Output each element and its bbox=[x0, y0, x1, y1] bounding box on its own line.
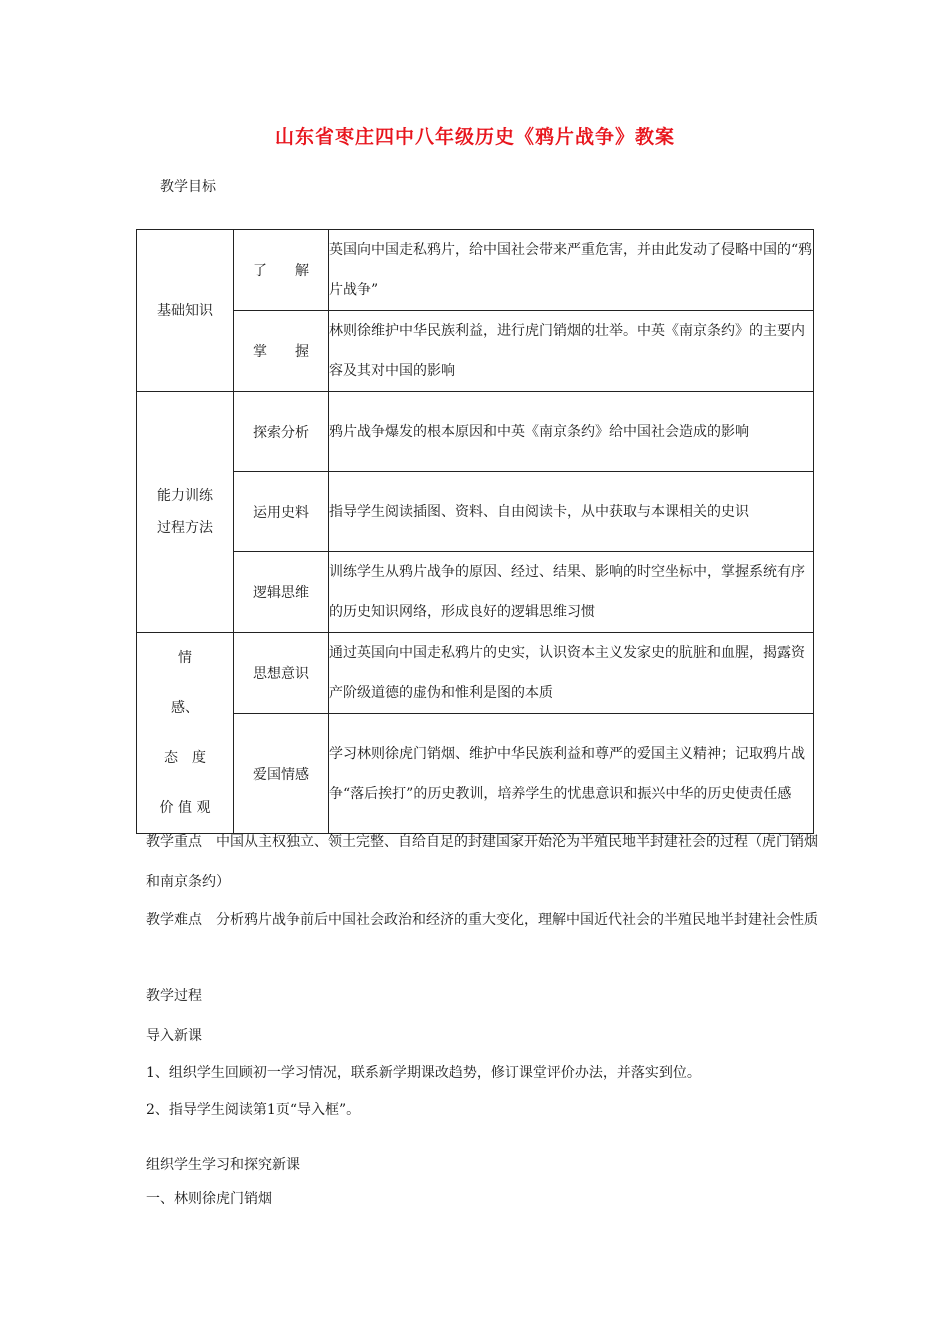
sub-item-desc: 学习林则徐虎门销烟、维护中华民族利益和尊严的爱国主义精神；记取鸦片战争“落后挨打”的历史教训，培养学生的忧患意识和振兴中华的历史使责任感 bbox=[329, 714, 814, 834]
sub-item-name: 逻辑思维 bbox=[234, 552, 329, 633]
sub-item-name: 运用史料 bbox=[234, 472, 329, 552]
table-row bbox=[137, 714, 814, 834]
teaching-goal-label: 教学目标 bbox=[160, 179, 216, 195]
document-title: 山东省枣庄四中八年级历史《鸦片战争》教案 bbox=[274, 126, 675, 148]
category-basic: 基础知识 bbox=[137, 230, 234, 392]
sub-item-name: 掌 握 bbox=[234, 311, 329, 392]
step-1: 1、组织学生回顾初一学习情况，联系新学期课改趋势，修订课堂评价办法，并落实到位。 bbox=[146, 1065, 701, 1081]
organize-section bbox=[146, 1145, 826, 1219]
sub-item-desc: 林则徐维护中华民族利益，进行虎门销烟的壮举。中英《南京条约》的主要内容及其对中国的影响 bbox=[329, 311, 814, 392]
sub-item-name: 爱国情感 bbox=[234, 714, 329, 834]
sub-item-name: 探索分析 bbox=[234, 392, 329, 472]
category-emotion bbox=[137, 633, 234, 834]
table-row bbox=[137, 392, 814, 472]
step-2: 2、指导学生阅读第1页“导入框”。 bbox=[146, 1102, 361, 1118]
section-1-heading: 一、林则徐虎门销烟 bbox=[146, 1191, 272, 1207]
process-section bbox=[146, 976, 826, 1130]
category-line: 感、 bbox=[171, 700, 199, 716]
table-row bbox=[137, 230, 814, 311]
sub-item-desc: 训练学生从鸦片战争的原因、经过、结果、影响的时空坐标中，掌握系统有序的历史知识网络，形成良好的逻辑思维习惯 bbox=[329, 552, 814, 633]
table-row bbox=[137, 633, 814, 714]
sub-item-desc: 指导学生阅读插图、资料、自由阅读卡，从中获取与本课相关的史识 bbox=[329, 472, 814, 552]
category-line: 态 度 bbox=[164, 750, 206, 766]
category-line: 能力训练 bbox=[157, 488, 213, 504]
teaching-focus bbox=[146, 822, 826, 902]
sub-item-desc: 鸦片战争爆发的根本原因和中英《南京条约》给中国社会造成的影响 bbox=[329, 392, 814, 472]
intro-label: 导入新课 bbox=[146, 1028, 202, 1044]
table-row bbox=[137, 472, 814, 552]
process-label: 教学过程 bbox=[146, 988, 202, 1004]
difficulty-text: 教学难点 分析鸦片战争前后中国社会政治和经济的重大变化，理解中国近代社会的半殖民地半封建社会性质 bbox=[146, 912, 818, 928]
teaching-difficulty bbox=[146, 900, 826, 940]
sub-item-name: 思想意识 bbox=[234, 633, 329, 714]
organize-label: 组织学生学习和探究新课 bbox=[146, 1157, 300, 1173]
sub-item-desc: 英国向中国走私鸦片，给中国社会带来严重危害，并由此发动了侵略中国的“鸦片战争” bbox=[329, 230, 814, 311]
sub-item-name: 了 解 bbox=[234, 230, 329, 311]
category-line: 过程方法 bbox=[157, 520, 213, 536]
focus-text: 教学重点 中国从主权独立、领土完整、自给自足的封建国家开始沦为半殖民地半封建社会的过程（虎门销烟和南京条约） bbox=[146, 834, 818, 890]
objectives-table bbox=[136, 229, 814, 834]
category-line: 情 bbox=[178, 650, 192, 666]
sub-item-desc: 通过英国向中国走私鸦片的史实，认识资本主义发家史的肮脏和血腥，揭露资产阶级道德的虚伪和惟利是图的本质 bbox=[329, 633, 814, 714]
table-row bbox=[137, 552, 814, 633]
table-row bbox=[137, 311, 814, 392]
category-line: 价 值 观 bbox=[159, 800, 211, 816]
category-ability bbox=[137, 392, 234, 633]
